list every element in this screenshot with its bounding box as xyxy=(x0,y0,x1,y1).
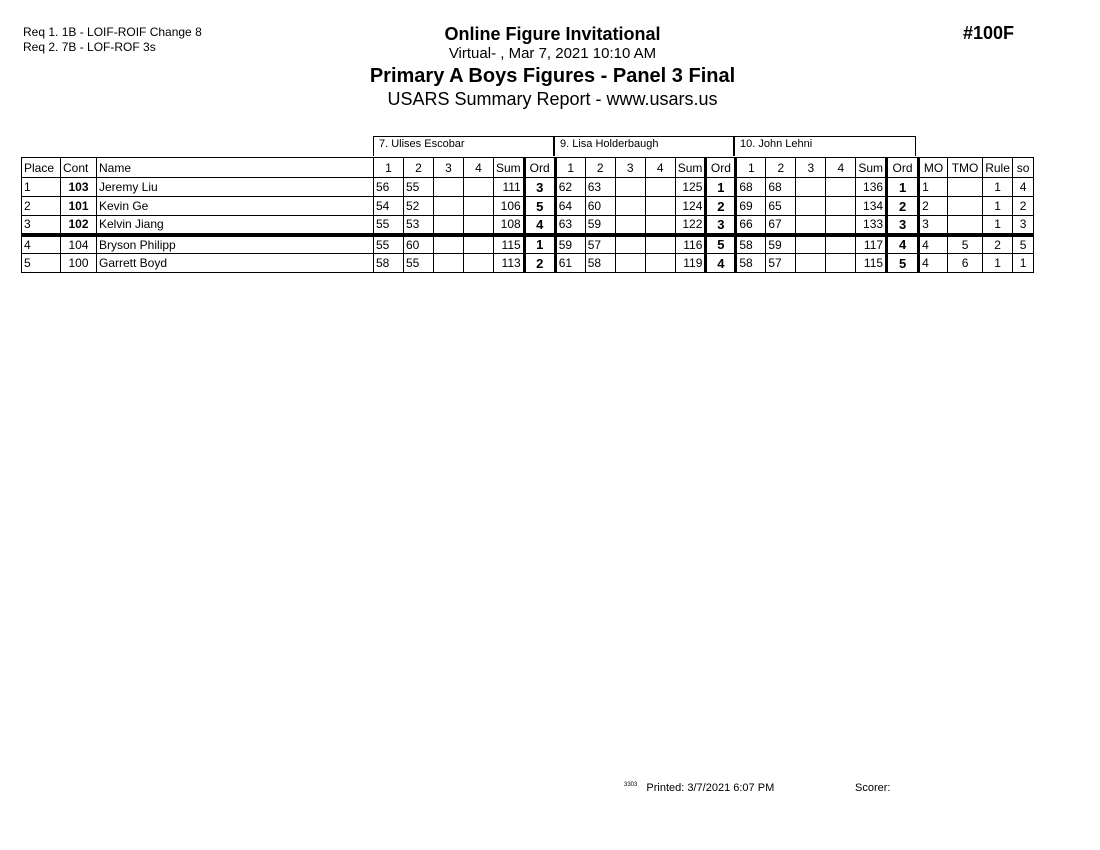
results-table xyxy=(21,157,1034,273)
cont-cell: 102 xyxy=(61,216,97,235)
event-id: #100F xyxy=(963,23,1015,43)
ord-cell: 4 xyxy=(706,254,736,273)
sum-cell: 122 xyxy=(675,216,706,235)
col-j3-4: 4 xyxy=(826,158,856,178)
tmo-cell: 6 xyxy=(948,254,983,273)
score-cell: 55 xyxy=(374,235,404,254)
col-j3-ord: Ord xyxy=(887,158,919,178)
ord-cell: 2 xyxy=(524,254,555,273)
report-code: 3303 xyxy=(624,782,638,788)
tmo-cell xyxy=(948,197,983,216)
score-cell: 57 xyxy=(766,254,796,273)
mo-cell: 4 xyxy=(919,235,948,254)
score-cell: 65 xyxy=(766,197,796,216)
sum-cell: 124 xyxy=(675,197,706,216)
score-cell xyxy=(645,197,675,216)
score-cell xyxy=(615,216,645,235)
judge-header-2: 9. Lisa Holderbaugh xyxy=(554,136,734,156)
judge-header-3: 10. John Lehni xyxy=(734,136,916,156)
col-j2-1: 1 xyxy=(555,158,585,178)
cont-cell: 101 xyxy=(61,197,97,216)
so-cell: 2 xyxy=(1013,197,1034,216)
name-cell: Bryson Philipp xyxy=(97,235,374,254)
score-cell xyxy=(434,197,464,216)
ord-cell: 1 xyxy=(706,178,736,197)
score-cell xyxy=(615,254,645,273)
place-cell: 1 xyxy=(22,178,61,197)
score-cell xyxy=(615,178,645,197)
score-cell: 56 xyxy=(374,178,404,197)
sum-cell: 108 xyxy=(494,216,525,235)
score-cell: 68 xyxy=(736,178,766,197)
score-cell: 53 xyxy=(404,216,434,235)
col-mo: MO xyxy=(919,158,948,178)
score-cell: 57 xyxy=(585,235,615,254)
col-j1-3: 3 xyxy=(434,158,464,178)
tmo-cell xyxy=(948,216,983,235)
event-title: Online Figure Invitational xyxy=(444,24,661,44)
sum-cell: 133 xyxy=(856,216,887,235)
rule-cell: 1 xyxy=(983,197,1013,216)
scorer-label: Scorer: xyxy=(855,782,891,794)
col-place: Place xyxy=(22,158,61,178)
report-header xyxy=(300,24,805,110)
ord-cell: 2 xyxy=(887,197,919,216)
score-cell xyxy=(434,235,464,254)
score-cell: 58 xyxy=(585,254,615,273)
ord-cell: 5 xyxy=(706,235,736,254)
ord-cell: 3 xyxy=(706,216,736,235)
sum-cell: 125 xyxy=(675,178,706,197)
score-cell: 67 xyxy=(766,216,796,235)
cont-cell: 104 xyxy=(61,235,97,254)
score-cell: 61 xyxy=(555,254,585,273)
score-cell xyxy=(434,178,464,197)
ord-cell: 4 xyxy=(524,216,555,235)
score-cell: 58 xyxy=(736,235,766,254)
so-cell: 1 xyxy=(1013,254,1034,273)
score-cell: 59 xyxy=(766,235,796,254)
score-cell xyxy=(645,216,675,235)
tmo-cell xyxy=(948,178,983,197)
col-j1-4: 4 xyxy=(464,158,494,178)
panel-title: Primary A Boys Figures - Panel 3 Final xyxy=(369,65,736,87)
score-cell xyxy=(826,197,856,216)
name-cell: Kevin Ge xyxy=(97,197,374,216)
score-cell: 55 xyxy=(404,178,434,197)
so-cell: 5 xyxy=(1013,235,1034,254)
report-line: USARS Summary Report - www.usars.us xyxy=(387,89,718,109)
col-j3-sum: Sum xyxy=(856,158,887,178)
table-row xyxy=(22,178,1034,197)
requirement-1: Req 1. 1B - LOIF-ROIF Change 8 xyxy=(23,25,202,39)
col-j1-1: 1 xyxy=(374,158,404,178)
requirements-block xyxy=(23,25,202,55)
table-row xyxy=(22,197,1034,216)
ord-cell: 2 xyxy=(706,197,736,216)
so-cell: 3 xyxy=(1013,216,1034,235)
col-j2-3: 3 xyxy=(615,158,645,178)
score-cell: 69 xyxy=(736,197,766,216)
tmo-cell: 5 xyxy=(948,235,983,254)
place-cell: 4 xyxy=(22,235,61,254)
mo-cell: 4 xyxy=(919,254,948,273)
score-cell: 55 xyxy=(404,254,434,273)
col-j1-sum: Sum xyxy=(494,158,525,178)
score-cell xyxy=(464,235,494,254)
score-cell: 55 xyxy=(374,216,404,235)
score-cell: 52 xyxy=(404,197,434,216)
printed-stamp xyxy=(624,782,774,794)
score-cell: 54 xyxy=(374,197,404,216)
sum-cell: 106 xyxy=(494,197,525,216)
sum-cell: 115 xyxy=(494,235,525,254)
col-rule: Rule xyxy=(983,158,1013,178)
table-row xyxy=(22,235,1034,254)
score-cell: 62 xyxy=(555,178,585,197)
score-cell: 64 xyxy=(555,197,585,216)
sum-cell: 136 xyxy=(856,178,887,197)
score-cell: 59 xyxy=(585,216,615,235)
score-cell: 66 xyxy=(736,216,766,235)
sum-cell: 134 xyxy=(856,197,887,216)
score-cell: 60 xyxy=(585,197,615,216)
rule-cell: 1 xyxy=(983,178,1013,197)
sum-cell: 116 xyxy=(675,235,706,254)
sum-cell: 115 xyxy=(856,254,887,273)
ord-cell: 5 xyxy=(887,254,919,273)
cont-cell: 100 xyxy=(61,254,97,273)
score-cell xyxy=(826,178,856,197)
col-j3-3: 3 xyxy=(796,158,826,178)
place-cell: 3 xyxy=(22,216,61,235)
score-cell xyxy=(645,254,675,273)
col-name: Name xyxy=(97,158,374,178)
score-cell xyxy=(796,216,826,235)
score-cell: 68 xyxy=(766,178,796,197)
rule-cell: 1 xyxy=(983,216,1013,235)
mo-cell: 2 xyxy=(919,197,948,216)
score-cell xyxy=(796,254,826,273)
score-cell xyxy=(826,235,856,254)
sum-cell: 111 xyxy=(494,178,525,197)
col-j2-4: 4 xyxy=(645,158,675,178)
col-j1-2: 2 xyxy=(404,158,434,178)
score-cell xyxy=(615,197,645,216)
score-cell: 63 xyxy=(585,178,615,197)
score-cell xyxy=(434,254,464,273)
judge-header-1: 7. Ulises Escobar xyxy=(373,136,554,156)
ord-cell: 3 xyxy=(887,216,919,235)
score-cell: 63 xyxy=(555,216,585,235)
col-so: so xyxy=(1013,158,1034,178)
ord-cell: 1 xyxy=(887,178,919,197)
place-cell: 2 xyxy=(22,197,61,216)
table-row xyxy=(22,254,1034,273)
score-cell xyxy=(796,235,826,254)
score-cell xyxy=(796,197,826,216)
col-j2-ord: Ord xyxy=(706,158,736,178)
rule-cell: 2 xyxy=(983,235,1013,254)
place-cell: 5 xyxy=(22,254,61,273)
col-cont: Cont xyxy=(61,158,97,178)
score-cell: 59 xyxy=(555,235,585,254)
score-cell xyxy=(464,197,494,216)
name-cell: Jeremy Liu xyxy=(97,178,374,197)
mo-cell: 3 xyxy=(919,216,948,235)
score-cell xyxy=(826,254,856,273)
col-tmo: TMO xyxy=(948,158,983,178)
name-cell: Garrett Boyd xyxy=(97,254,374,273)
printed-date: Printed: 3/7/2021 6:07 PM xyxy=(646,782,775,794)
score-cell: 58 xyxy=(374,254,404,273)
col-j2-sum: Sum xyxy=(675,158,706,178)
score-cell xyxy=(464,178,494,197)
score-cell xyxy=(434,216,464,235)
score-cell xyxy=(645,178,675,197)
name-cell: Kelvin Jiang xyxy=(97,216,374,235)
score-cell: 60 xyxy=(404,235,434,254)
rule-cell: 1 xyxy=(983,254,1013,273)
column-header-row xyxy=(22,158,1034,178)
score-cell xyxy=(464,254,494,273)
col-j3-2: 2 xyxy=(766,158,796,178)
sum-cell: 113 xyxy=(494,254,525,273)
event-subtitle: Virtual- , Mar 7, 2021 10:10 AM xyxy=(448,45,657,62)
col-j2-2: 2 xyxy=(585,158,615,178)
col-j3-1: 1 xyxy=(736,158,766,178)
score-cell xyxy=(645,235,675,254)
table-row xyxy=(22,216,1034,235)
cont-cell: 103 xyxy=(61,178,97,197)
sum-cell: 119 xyxy=(675,254,706,273)
ord-cell: 1 xyxy=(524,235,555,254)
score-cell: 58 xyxy=(736,254,766,273)
score-cell xyxy=(796,178,826,197)
sum-cell: 117 xyxy=(856,235,887,254)
ord-cell: 3 xyxy=(524,178,555,197)
requirement-2: Req 2. 7B - LOF-ROF 3s xyxy=(23,40,156,54)
score-cell xyxy=(615,235,645,254)
so-cell: 4 xyxy=(1013,178,1034,197)
score-cell xyxy=(464,216,494,235)
ord-cell: 5 xyxy=(524,197,555,216)
score-cell xyxy=(826,216,856,235)
ord-cell: 4 xyxy=(887,235,919,254)
mo-cell: 1 xyxy=(919,178,948,197)
col-j1-ord: Ord xyxy=(524,158,555,178)
